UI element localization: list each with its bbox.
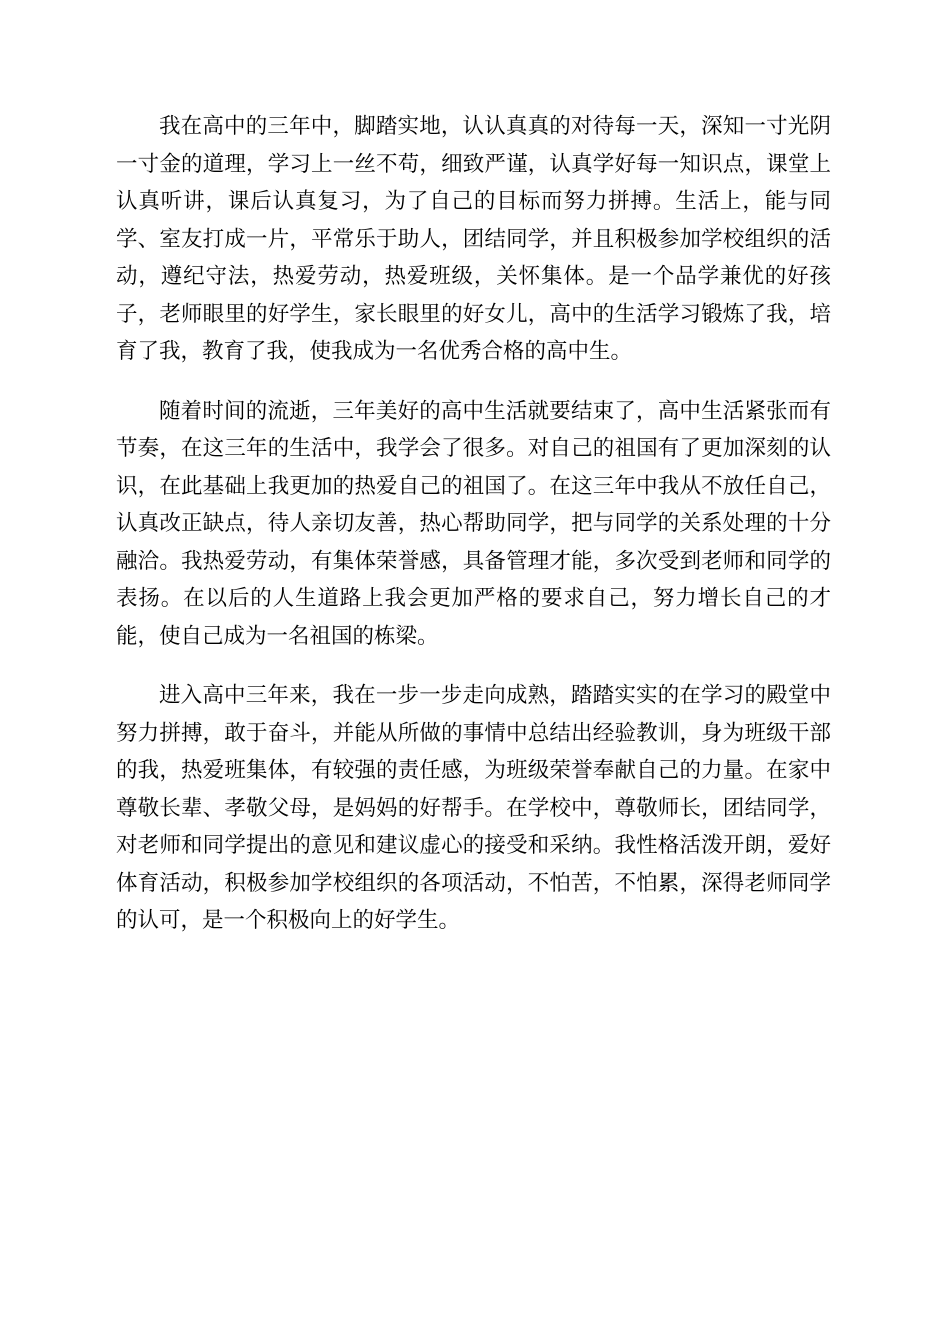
document-body (116, 108, 831, 962)
paragraph-1: 我在高中的三年中，脚踏实地，认认真真的对待每一天，深知一寸光阴一寸金的道理，学习上一丝不苟，细致严谨，认真学好每一知识点，课堂上认真听讲，课后认真复习，为了自己的目标而努力拼搏。生活上，能与同学、室友打成一片，平常乐于助人，团结同学，并且积极参加学校组织的活动，遵纪守法，热爱劳动，热爱班级，关怀集体。是一个品学兼优的好孩子，老师眼里的好学生，家长眼里的好女儿，高中的生活学习锻炼了我，培育了我，教育了我，使我成为一名优秀合格的高中生。 (116, 114, 831, 364)
paragraph-2: 随着时间的流逝，三年美好的高中生活就要结束了，高中生活紧张而有节奏，在这三年的生活中，我学会了很多。对自己的祖国有了更加深刻的认识，在此基础上我更加的热爱自己的祖国了。在这三年中我从不放任自己，认真改正缺点，待人亲切友善，热心帮助同学，把与同学的关系处理的十分融洽。我热爱劳动，有集体荣誉感，具备管理才能，多次受到老师和同学的表扬。在以后的人生道路上我会更加严格的要求自己，努力增长自己的才能，使自己成为一名祖国的栋梁。 (116, 398, 831, 649)
paragraph-3: 进入高中三年来，我在一步一步走向成熟，踏踏实实的在学习的殿堂中努力拼搏，敢于奋斗，并能从所做的事情中总结出经验教训，身为班级干部的我，热爱班集体，有较强的责任感，为班级荣誉奉献自己的力量。在家中尊敬长辈、孝敬父母，是妈妈的好帮手。在学校中，尊敬师长，团结同学，对老师和同学提出的意见和建议虚心的接受和采纳。我性格活泼开朗，爱好体育活动，积极参加学校组织的各项活动，不怕苦，不怕累，深得老师同学的认可，是一个积极向上的好学生。 (116, 683, 831, 933)
